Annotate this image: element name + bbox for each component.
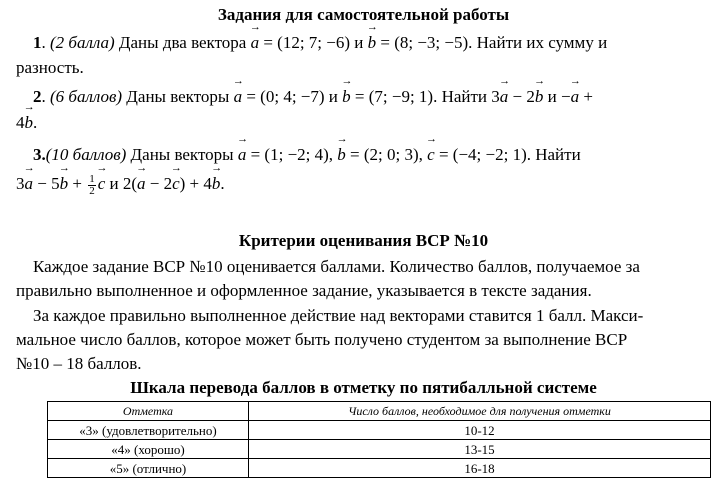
criteria-text: мальное число баллов, которое может быть получено студентом за выполнение ВСР [16,330,628,349]
table-row [48,440,711,459]
task-1-text: = (8; −3; −5). Найти их сумму и [376,33,608,52]
fraction-denominator: 2 [89,184,95,197]
task-1-number: 1 [33,33,42,52]
grade-cell: «4» (хорошо) [48,440,249,459]
task-3-text: ) + 4 [179,174,212,193]
task-2-line-2 [16,111,716,135]
vector-b: b → [60,172,69,196]
criteria-text: За каждое правильно выполненное действие над векторами ставится 1 балл. Макси- [33,306,644,325]
task-2-text: и − [543,87,571,106]
scale-title: Шкала перевода баллов в отметку по пятибалльной системе [130,378,597,397]
vector-a: a → [571,85,580,109]
vector-a: a → [251,31,260,55]
table-header-row [48,402,711,421]
grade-cell: «5» (отлично) [48,459,249,478]
fraction-one-half [88,174,96,197]
section-title: Задания для самостоятельной работы [217,5,510,24]
vector-c: c → [98,172,106,196]
task-2-line-1: 2. (6 баллов) Даны векторы a → = (0; 4; −7) и b → = (7; −9; 1). Найти 3a → − 2b → и −a → + [16,85,727,109]
task-3-text: − 5 [33,174,60,193]
column-header: Число баллов, необходимое для получения отметки [249,402,711,421]
task-3-text: и 2( [105,174,137,193]
criteria-text: правильно выполненное и оформленное задание, указывается в тексте задания. [16,281,592,300]
criteria-title: Критерии оценивания ВСР №10 [238,231,489,250]
grade-cell: «3» (удовлетворительно) [48,421,249,440]
task-2-points: (6 баллов) [50,87,123,106]
column-header: Отметка [48,402,249,421]
task-3-line-1 [16,143,727,167]
vector-b: b → [342,85,351,109]
criteria-text: Каждое задание ВСР №10 оценивается баллами. Количество баллов, получаемое за [33,257,640,276]
vector-a: a → [500,85,509,109]
grade-scale-table [47,401,711,478]
vector-b: b → [535,85,544,109]
points-cell: 10-12 [249,421,711,440]
task-3-text: + [68,174,87,193]
table-row [48,459,711,478]
vector-c: c → [172,172,180,196]
task-3-line-2 [16,172,716,197]
table-row [48,421,711,440]
task-3-text: = (−4; −2; 1). Найти [434,145,581,164]
task-2-text: Даны векторы [126,87,234,106]
task-3-text: . [220,174,225,193]
task-3-text: 3 [16,174,25,193]
task-2-number: 2 [33,87,42,106]
task-2-text: . [33,113,38,132]
criteria-text: №10 – 18 баллов. [16,354,142,373]
points-cell: 13-15 [249,440,711,459]
task-1-line-2: разность. [16,58,84,77]
vector-b: b → [337,143,346,167]
task-1-points: (2 балла) [50,33,115,52]
task-3-text: − 2 [145,174,173,193]
task-3-number: 3. [33,145,46,164]
vector-a: a → [25,172,34,196]
task-2-text: + [579,87,593,106]
task-3-text: = (2; 0; 3), [345,145,428,164]
task-2-text: − 2 [508,87,535,106]
fraction-numerator: 1 [89,172,95,185]
task-2-text: = (7; −9; 1). Найти 3 [350,87,500,106]
vector-b: b → [368,31,377,55]
vector-a: a → [238,143,247,167]
vector-c: c → [427,143,435,167]
task-2-text: 4 [16,113,25,132]
task-3-text: = (1; −2; 4), [246,145,338,164]
vector-b: b → [212,172,221,196]
task-3-points: (10 баллов) [45,145,127,164]
vector-a: a → [234,85,243,109]
task-1-line-1: 1. (2 балла) Даны два вектора a → = (12; 7; −6) и b → = (8; −3; −5). Найти их сумму и [16,31,727,55]
task-3-text: Даны векторы [126,145,238,164]
task-1-text: Даны два вектора [118,33,251,52]
task-2-text: = (0; 4; −7) и [242,87,343,106]
task-1-text: = (12; 7; −6) и [259,33,368,52]
points-cell: 16-18 [249,459,711,478]
vector-b: b → [25,111,34,135]
vector-a: a → [137,172,146,196]
